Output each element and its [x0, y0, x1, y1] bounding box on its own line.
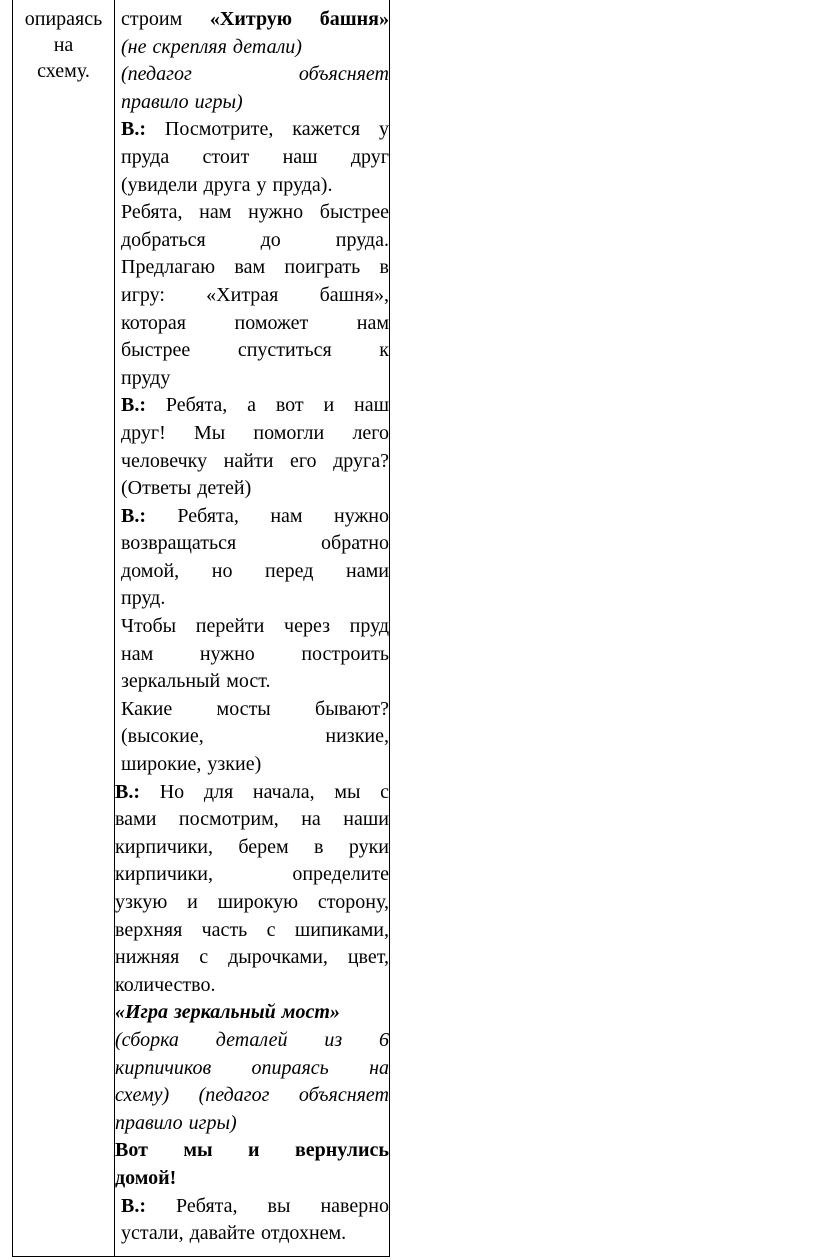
word: вы	[267, 1194, 291, 1217]
word: пруду	[121, 366, 171, 389]
word: Какие	[121, 697, 173, 720]
word: узкие)	[207, 753, 262, 776]
text-line	[115, 585, 389, 613]
word: верхняя	[115, 918, 183, 941]
word: (педагог	[198, 1084, 270, 1107]
word: В.:	[121, 394, 146, 417]
word: нам	[199, 201, 232, 224]
word: часть	[201, 918, 248, 941]
word: мост»	[281, 1001, 340, 1024]
word: схему)	[115, 1084, 170, 1107]
word: игру:	[121, 283, 165, 306]
word: В.:	[121, 504, 146, 527]
word: сторону,	[317, 891, 389, 913]
word: и	[187, 891, 198, 913]
word: наши	[343, 808, 389, 831]
word: домой!	[115, 1166, 177, 1189]
word: наверно	[320, 1194, 389, 1217]
word: человечку	[121, 449, 208, 472]
word: шипиками,	[294, 918, 389, 941]
text-line	[115, 917, 389, 945]
word: через	[284, 615, 330, 638]
left-line: на	[53, 34, 74, 56]
word: пруда	[121, 145, 170, 168]
word: «Игра	[115, 1001, 168, 1024]
word: определите	[292, 863, 389, 886]
text-line	[115, 144, 389, 172]
word: друга?	[333, 449, 389, 472]
text-line	[115, 696, 389, 724]
text-line	[115, 972, 389, 1000]
word: башня»	[319, 8, 389, 30]
text-line	[115, 889, 389, 917]
word: до	[260, 228, 281, 251]
word: Ребята,	[121, 201, 183, 224]
word: на	[301, 808, 321, 831]
text-line	[115, 365, 389, 393]
left-line: опираясь	[24, 8, 103, 30]
word: друг	[350, 145, 389, 168]
word: Вот	[115, 1139, 148, 1162]
word: пруд.	[121, 587, 166, 610]
word: дырочками,	[228, 946, 328, 969]
word: быстрее	[121, 339, 191, 362]
word: с	[266, 918, 276, 941]
word: а	[247, 394, 257, 417]
text-line	[115, 1082, 389, 1110]
word: которая	[121, 311, 186, 334]
text-line	[115, 337, 389, 365]
text-line	[115, 641, 389, 669]
word: домой,	[121, 559, 180, 582]
word: (не	[121, 35, 147, 58]
word: мост.	[226, 670, 271, 693]
word: Предлагаю	[121, 256, 216, 279]
text-line	[115, 282, 389, 310]
word: пруда).	[272, 173, 333, 196]
word: кирпичики,	[115, 835, 214, 858]
text-line	[115, 751, 389, 779]
word: стоит	[202, 145, 250, 168]
word: Ребята,	[176, 1194, 238, 1217]
word: построить	[301, 642, 389, 665]
text-line	[115, 89, 389, 117]
word: (сборка	[115, 1028, 179, 1051]
word: в	[314, 835, 324, 858]
word: быстрее	[319, 201, 389, 224]
word: нужно	[199, 642, 255, 665]
text-line	[115, 199, 389, 227]
word: «Хитрую	[209, 8, 293, 30]
word: В.:	[115, 780, 140, 803]
word: зеркальный	[121, 670, 221, 693]
text-line	[115, 1110, 389, 1138]
text-line	[115, 172, 389, 200]
word: «Хитрая	[206, 283, 279, 306]
word: широкую	[217, 891, 299, 913]
word: поиграть	[284, 256, 361, 279]
text-line	[115, 1055, 389, 1083]
word: мосты	[216, 697, 271, 720]
word: детей)	[197, 477, 252, 500]
word: нам	[270, 504, 303, 527]
word: вернулись	[294, 1139, 389, 1162]
word: и	[248, 1139, 260, 1162]
word: давайте	[189, 1222, 256, 1245]
word: (увидели	[121, 173, 198, 196]
word: вами	[115, 808, 157, 831]
text-line	[115, 613, 389, 641]
word: скрепляя	[152, 35, 227, 58]
text-line	[115, 392, 389, 420]
word: детали)	[232, 35, 302, 58]
text-line	[115, 723, 389, 751]
word: вот	[275, 394, 304, 417]
word: друга	[203, 173, 251, 196]
word: поможет	[234, 311, 309, 334]
text-line	[115, 1027, 389, 1055]
word: объясняет	[298, 1084, 389, 1107]
text-line	[115, 1165, 389, 1193]
text-line	[115, 530, 389, 558]
word: строим	[121, 8, 183, 30]
word: цвет,	[347, 946, 389, 969]
word: широкие,	[121, 753, 202, 776]
word: В.:	[121, 118, 146, 141]
word: мы	[183, 1139, 213, 1162]
text-line	[115, 999, 389, 1027]
word: узкую	[115, 891, 168, 913]
word: зеркальный	[173, 1001, 276, 1024]
text-line	[115, 116, 389, 144]
word: В.:	[121, 1194, 146, 1217]
word: нам	[121, 642, 154, 665]
word: игры)	[188, 1111, 237, 1134]
word: в	[379, 256, 389, 279]
word: нам	[356, 311, 389, 334]
word: Мы	[193, 421, 226, 444]
word: опираясь	[251, 1056, 329, 1079]
word: начала,	[252, 780, 315, 803]
text-line	[115, 861, 389, 889]
word: берем	[238, 835, 289, 858]
word: перейти	[195, 615, 265, 638]
word: и	[323, 394, 335, 417]
word: посмотрим,	[178, 808, 279, 831]
word: пруд	[349, 615, 389, 638]
word: перед	[265, 559, 314, 582]
word: для	[203, 780, 234, 803]
word: его	[289, 449, 317, 472]
word: Ребята,	[165, 394, 228, 417]
word: на	[369, 1056, 389, 1079]
word: (педагог	[121, 63, 192, 86]
word: у	[378, 118, 389, 141]
text-line	[115, 668, 389, 696]
word: нижняя	[115, 946, 180, 969]
word: (Ответы	[121, 477, 192, 500]
word: Посмотрите,	[164, 118, 274, 141]
text-line	[115, 1137, 389, 1165]
left-line: схему.	[37, 60, 90, 82]
word: низкие,	[325, 725, 389, 748]
text-line	[115, 806, 389, 834]
word: наш	[282, 145, 318, 168]
word: руки	[348, 835, 389, 858]
word: друг!	[121, 421, 166, 444]
word: игры)	[194, 90, 243, 113]
word: количество.	[115, 973, 216, 996]
text-line	[115, 34, 389, 62]
word: нужно	[248, 201, 304, 224]
word: бывают?	[315, 697, 389, 720]
text-line	[115, 6, 389, 34]
word: кажется	[292, 118, 361, 141]
word: кирпичики,	[115, 863, 214, 886]
word: нужно	[334, 504, 389, 527]
text-line	[115, 448, 389, 476]
word: башня»,	[319, 283, 389, 306]
text-line	[115, 61, 389, 89]
word: нами	[346, 559, 389, 582]
text-line	[115, 944, 389, 972]
text-line	[115, 475, 389, 503]
word: из	[324, 1028, 343, 1051]
text-line	[115, 834, 389, 862]
right-cell-text	[115, 0, 389, 1248]
word: правило	[121, 90, 189, 113]
word: спуститься	[237, 339, 332, 362]
word: деталей	[215, 1028, 288, 1051]
word: Чтобы	[121, 615, 177, 638]
text-line	[115, 227, 389, 255]
table-cell-right	[115, 0, 389, 1256]
word: пруда.	[335, 228, 389, 251]
word: 6	[379, 1028, 389, 1051]
text-line	[115, 420, 389, 448]
word: но	[211, 559, 233, 582]
text-line	[115, 1193, 389, 1221]
text-line	[115, 1220, 389, 1248]
word: с	[199, 946, 209, 969]
word: лего	[352, 421, 389, 444]
table-cell-left	[13, 0, 115, 1256]
word: у	[256, 173, 267, 196]
word: устали,	[121, 1222, 184, 1245]
word: помогли	[253, 421, 325, 444]
text-line	[115, 503, 389, 531]
word: добраться	[121, 228, 206, 251]
word: Ребята,	[177, 504, 239, 527]
word: возвращаться	[121, 532, 237, 555]
text-line	[115, 779, 389, 807]
text-line	[115, 254, 389, 282]
word: с	[380, 780, 389, 803]
word: наш	[354, 394, 389, 417]
word: обратно	[321, 532, 389, 555]
word: правило	[115, 1111, 183, 1134]
word: Но	[159, 780, 185, 803]
word: найти	[223, 449, 274, 472]
word: (высокие,	[121, 725, 204, 748]
word: вам	[234, 256, 266, 279]
lesson-table	[12, 0, 390, 1257]
word: отдохнем.	[261, 1222, 347, 1245]
word: объясняет	[298, 63, 389, 86]
text-line	[115, 310, 389, 338]
left-cell-text	[13, 0, 114, 84]
word: кирпичиков	[115, 1056, 212, 1079]
word: мы	[334, 780, 361, 803]
word: к	[379, 339, 389, 362]
text-line	[115, 558, 389, 586]
